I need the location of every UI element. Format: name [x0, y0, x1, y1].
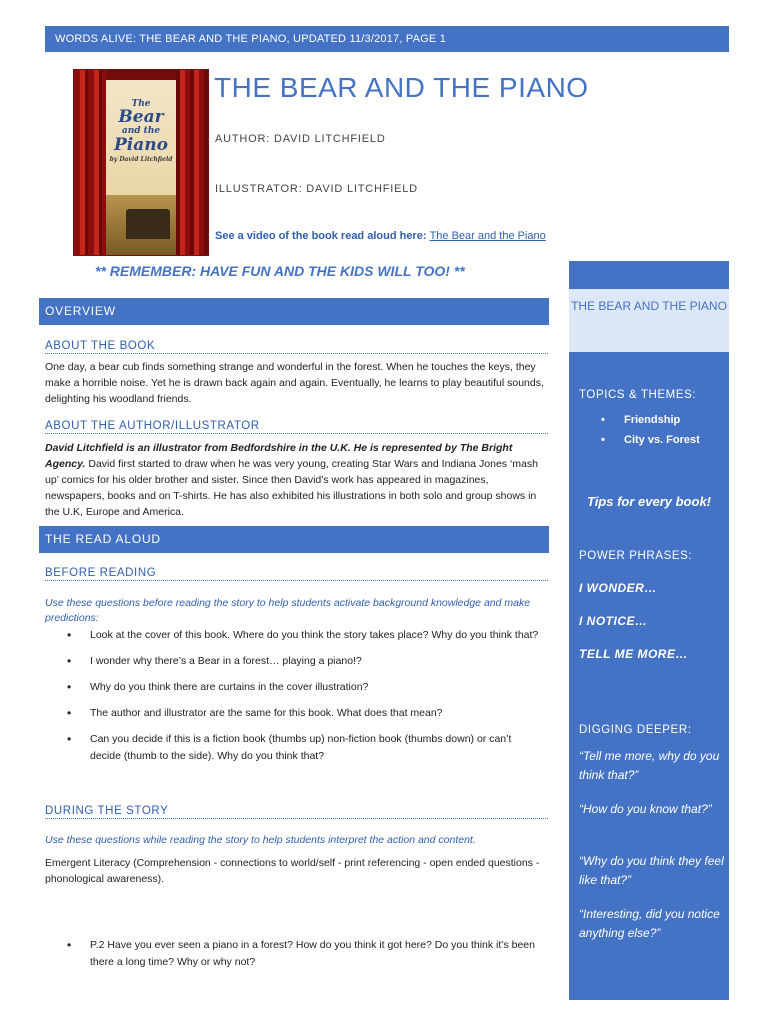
power-phrases-heading: POWER PHRASES:	[579, 550, 693, 562]
cover-title	[104, 100, 178, 163]
deeper-question: “How do you know that?”	[579, 802, 712, 816]
list-item: • Look at the cover of this book. Where do you think the story takes place? Why do you think that?	[45, 627, 545, 644]
power-phrase-notice: I NOTICE…	[579, 614, 648, 628]
about-author-paragraph	[45, 440, 545, 520]
book-cover-image	[73, 69, 209, 256]
about-book-text: One day, a bear cub finds something strange and wonderful in the forest. When he touches the keys, they make a horrible noise. Yet he is drawn back again and again. Eventually, he learns to play beautiful sounds, delighting his woodland friends.	[45, 361, 544, 405]
remember-banner: ** REMEMBER: HAVE FUN AND THE KIDS WILL TOO! **	[95, 263, 465, 279]
digging-deeper-heading: DIGGING DEEPER:	[579, 724, 692, 736]
during-story-intro: Use these questions while reading the story to help students interpret the action and content.	[45, 834, 476, 846]
book-illustrator: ILLUSTRATOR: DAVID LITCHFIELD	[215, 183, 418, 195]
cover-title-the: The	[131, 99, 151, 109]
deeper-question: “Why do you think they feel like that?”	[579, 854, 724, 887]
about-author-text: David first started to draw when he was very young, creating Star Wars and Indiana Jones ‘mash up’ comics for his older brother and sister. Since then David’s work has appeared in magazines, newspapers, books and on T-shirts. He has also exhibited his illustrations in both solo and group shows in the U.K, Europe and America.	[45, 458, 538, 518]
list-item: • Friendship	[579, 410, 700, 430]
before-reading-list	[45, 627, 545, 774]
piano-icon	[126, 209, 170, 239]
power-phrase-wonder: I WONDER…	[579, 581, 657, 595]
deeper-question: “Tell me more, why do you think that?”	[579, 749, 720, 782]
deeper-question: “Interesting, did you notice anything else?”	[579, 907, 720, 940]
cover-title-bear: Bear	[118, 107, 164, 128]
before-reading-heading: BEFORE READING	[45, 567, 548, 581]
topics-list	[579, 410, 700, 450]
document-header-bar: WORDS ALIVE: THE BEAR AND THE PIANO, UPDATED 11/3/2017, PAGE 1	[45, 26, 729, 52]
tips-heading: Tips for every book!	[586, 494, 711, 509]
overview-heading: OVERVIEW	[39, 298, 549, 325]
list-item: • City vs. Forest	[579, 430, 700, 450]
about-author-bold: David Litchfield is an illustrator from Bedfordshire in the U.K. He is represented by The Bright Agency.	[45, 442, 513, 470]
video-link[interactable]: The Bear and the Piano	[429, 230, 546, 242]
during-story-heading: DURING THE STORY	[45, 805, 548, 819]
read-aloud-heading: THE READ ALOUD	[39, 526, 549, 553]
list-item: • The author and illustrator are the same for this book. What does that mean?	[45, 705, 545, 722]
list-item: • Can you decide if this is a fiction book (thumbs up) non-fiction book (thumbs down) or can’t decide (thumb to the side). Why do you think that?	[45, 731, 545, 765]
power-phrase-tell-more: TELL ME MORE…	[579, 647, 688, 661]
curtain-right	[176, 70, 208, 255]
curtain-left	[74, 70, 106, 255]
cover-author: by David Litchfield	[109, 155, 173, 163]
cover-title-piano: Piano	[114, 134, 168, 155]
topics-heading: TOPICS & THEMES:	[579, 389, 697, 401]
list-item: • Why do you think there are curtains in the cover illustration?	[45, 679, 545, 696]
book-title: THE BEAR AND THE PIANO	[214, 72, 589, 103]
video-label: See a video of the book read aloud here:	[215, 230, 430, 242]
book-author: AUTHOR: DAVID LITCHFIELD	[215, 133, 386, 145]
before-reading-intro: Use these questions before reading the story to help students activate background knowledge and make predictions:	[45, 597, 531, 624]
video-line	[215, 230, 546, 242]
cover-title-and: and the	[121, 126, 161, 137]
about-book-heading: ABOUT THE BOOK	[45, 340, 548, 354]
sidebar-title-box: THE BEAR AND THE PIANO	[569, 289, 729, 352]
during-story-list	[45, 937, 545, 980]
sidebar	[569, 261, 729, 1000]
during-story-text: Emergent Literacy (Comprehension - connections to world/self - print referencing - open ended questions - phonological awareness).	[45, 857, 540, 885]
about-author-heading: ABOUT THE AUTHOR/ILLUSTRATOR	[45, 420, 548, 434]
list-item: • I wonder why there’s a Bear in a forest… playing a piano!?	[45, 653, 545, 670]
list-item: • P.2 Have you ever seen a piano in a forest? How do you think it got here? Do you think it’s been there a long time? Why or why not?	[45, 937, 545, 971]
